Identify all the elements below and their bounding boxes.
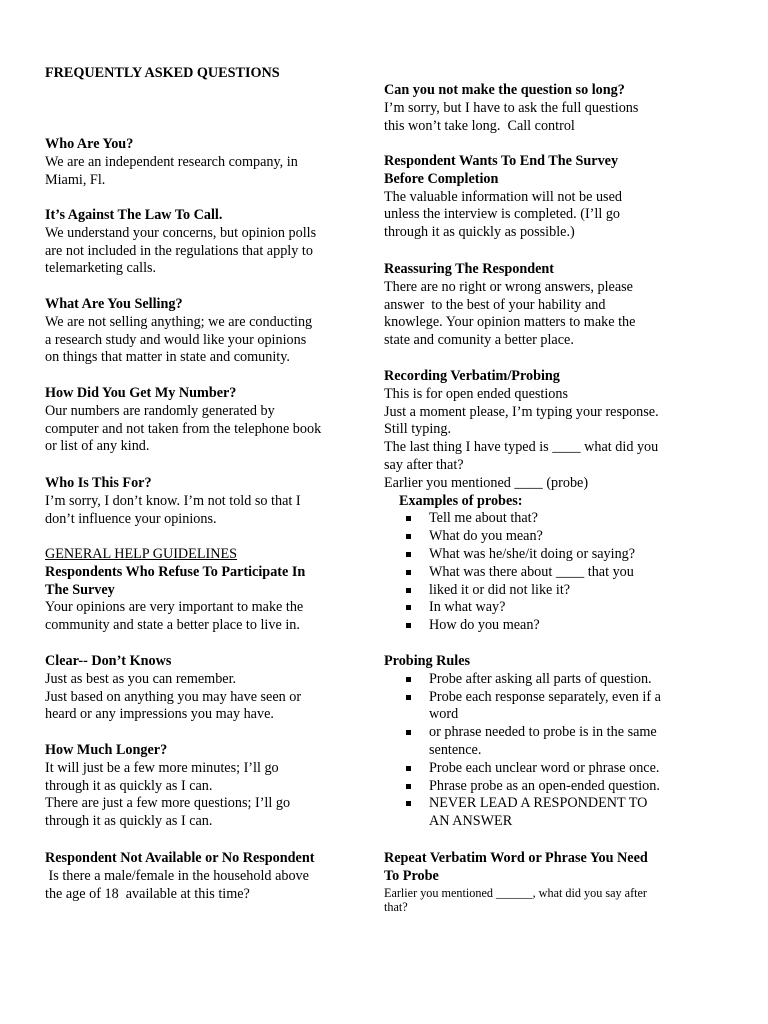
list-item: Probe after asking all parts of question.	[384, 671, 680, 689]
question-heading: Reassuring The Respondent	[384, 261, 555, 277]
faq-against-law	[45, 207, 345, 278]
bullet-icon	[406, 801, 411, 806]
faq-selling	[45, 296, 345, 367]
answer-line: We are not selling anything; we are conducting	[45, 313, 313, 330]
bullet-icon	[406, 677, 411, 682]
question-heading: Before Completion	[384, 170, 499, 187]
faq-who-for	[45, 475, 345, 528]
general-help-guidelines	[45, 546, 345, 635]
bullet-icon	[406, 784, 411, 789]
answer-line: are not included in the regulations that apply to	[45, 242, 313, 259]
answer-line: We understand your concerns, but opinion polls	[45, 224, 317, 241]
answer-line: Earlier you mentioned ______, what did you say after	[384, 885, 647, 900]
faq-dont-knows	[45, 653, 345, 724]
answer-line: Miami, Fl.	[45, 171, 106, 188]
answer-line: Still typing.	[384, 421, 452, 438]
question-heading: To Probe	[384, 867, 439, 884]
answer-line: that?	[384, 900, 408, 915]
answer-line: Just based on anything you may have seen or	[45, 688, 302, 705]
answer-line: Just a moment please, I’m typing your response.	[384, 403, 659, 420]
faq-reassuring	[384, 261, 680, 350]
examples-label: Examples of probes:	[399, 492, 523, 509]
answer-line: There are just a few more questions; I’ll go	[45, 795, 291, 812]
question-heading: Can you not make the question so long?	[384, 82, 625, 98]
bullet-icon	[406, 552, 411, 557]
answer-line: This is for open ended questions	[384, 385, 569, 402]
question-heading: Repeat Verbatim Word or Phrase You Need	[384, 850, 648, 866]
probing-rules	[384, 653, 680, 831]
answer-line: The last thing I have typed is ____ what did you	[384, 439, 659, 456]
answer-line: or list of any kind.	[45, 438, 150, 455]
bullet-icon	[406, 605, 411, 610]
answer-line: answer to the best of your hability and	[384, 296, 606, 313]
bullet-icon	[406, 730, 411, 735]
list-item: In what way?	[384, 599, 680, 617]
answer-line: through it as quickly as possible.)	[384, 224, 575, 241]
faq-so-long	[384, 82, 680, 135]
faq-number	[45, 385, 345, 456]
answer-line: say after that?	[384, 456, 464, 473]
question-heading: Who Are You?	[45, 136, 134, 152]
answer-line: this won’t take long. Call control	[384, 117, 575, 134]
list-item: Probe each response separately, even if a word	[384, 689, 680, 725]
answer-line: knowlege. Your opinion matters to make the	[384, 314, 636, 331]
question-heading: Respondents Who Refuse To Participate In	[45, 563, 306, 580]
examples-list	[384, 510, 680, 635]
faq-end-survey	[384, 153, 680, 242]
question-heading: Who Is This For?	[45, 475, 152, 491]
question-heading: How Much Longer?	[45, 742, 168, 758]
answer-line: The valuable information will not be used	[384, 188, 622, 205]
answer-line: heard or any impressions you may have.	[45, 706, 274, 723]
bullet-icon	[406, 570, 411, 575]
question-heading: Recording Verbatim/Probing	[384, 368, 560, 384]
answer-line: I’m sorry, but I have to ask the full questions	[384, 99, 639, 116]
question-heading: What Are You Selling?	[45, 296, 183, 312]
answer-line: Is there a male/female in the household above	[45, 867, 309, 884]
answer-line: state and comunity a better place.	[384, 332, 574, 349]
list-item: How do you mean?	[384, 617, 680, 635]
answer-line: a research study and would like your opinions	[45, 331, 307, 348]
answer-line: It will just be a few more minutes; I’ll go	[45, 759, 279, 776]
list-item: Probe each unclear word or phrase once.	[384, 760, 680, 778]
faq-how-much-longer	[45, 742, 345, 831]
list-item: What do you mean?	[384, 528, 680, 546]
faq-not-available	[45, 850, 345, 903]
question-heading: The Survey	[45, 581, 115, 598]
faq-who-are-you	[45, 136, 345, 189]
question-heading: How Did You Get My Number?	[45, 385, 237, 401]
answer-line: community and state a better place to live in.	[45, 617, 300, 634]
question-heading: Clear-- Don’t Knows	[45, 653, 172, 669]
faq-verbatim-probing	[384, 368, 680, 635]
list-item: liked it or did not like it?	[384, 582, 680, 600]
question-heading: Respondent Wants To End The Survey	[384, 153, 619, 169]
answer-line: There are no right or wrong answers, please	[384, 278, 633, 295]
bullet-icon	[406, 588, 411, 593]
answer-line: through it as quickly as I can.	[45, 813, 213, 830]
rules-list	[384, 671, 680, 831]
question-heading: It’s Against The Law To Call.	[45, 207, 223, 223]
bullet-icon	[406, 623, 411, 628]
question-heading: Respondent Not Available or No Respondent	[45, 850, 315, 866]
answer-line: We are an independent research company, in	[45, 153, 298, 170]
bullet-icon	[406, 695, 411, 700]
section-heading: GENERAL HELP GUIDELINES	[45, 546, 238, 562]
answer-line: I’m sorry, I don’t know. I’m not told so that I	[45, 492, 301, 509]
answer-line: the age of 18 available at this time?	[45, 885, 250, 902]
repeat-verbatim	[384, 850, 680, 915]
answer-line: Just as best as you can remember.	[45, 670, 237, 687]
answer-line: don’t influence your opinions.	[45, 510, 217, 527]
list-item: Tell me about that?	[384, 510, 680, 528]
bullet-icon	[406, 534, 411, 539]
answer-line: Our numbers are randomly generated by	[45, 402, 275, 419]
answer-line: on things that matter in state and comunity.	[45, 349, 290, 366]
bullet-icon	[406, 766, 411, 771]
list-item: or phrase needed to probe is in the same sentence.	[384, 724, 680, 760]
bullet-icon	[406, 516, 411, 521]
answer-line: Your opinions are very important to make the	[45, 599, 304, 616]
answer-line: Earlier you mentioned ____ (probe)	[384, 474, 589, 491]
list-item: Phrase probe as an open-ended question.	[384, 778, 680, 796]
answer-line: computer and not taken from the telephone book	[45, 420, 322, 437]
list-item: NEVER LEAD A RESPONDENT TO AN ANSWER	[384, 795, 680, 831]
list-item: What was he/she/it doing or saying?	[384, 546, 680, 564]
question-heading: Probing Rules	[384, 653, 471, 669]
answer-line: through it as quickly as I can.	[45, 777, 213, 794]
answer-line: telemarketing calls.	[45, 260, 157, 277]
page-title: FREQUENTLY ASKED QUESTIONS	[45, 65, 280, 81]
list-item: What was there about ____ that you	[384, 564, 680, 582]
answer-line: unless the interview is completed. (I’ll go	[384, 206, 621, 223]
